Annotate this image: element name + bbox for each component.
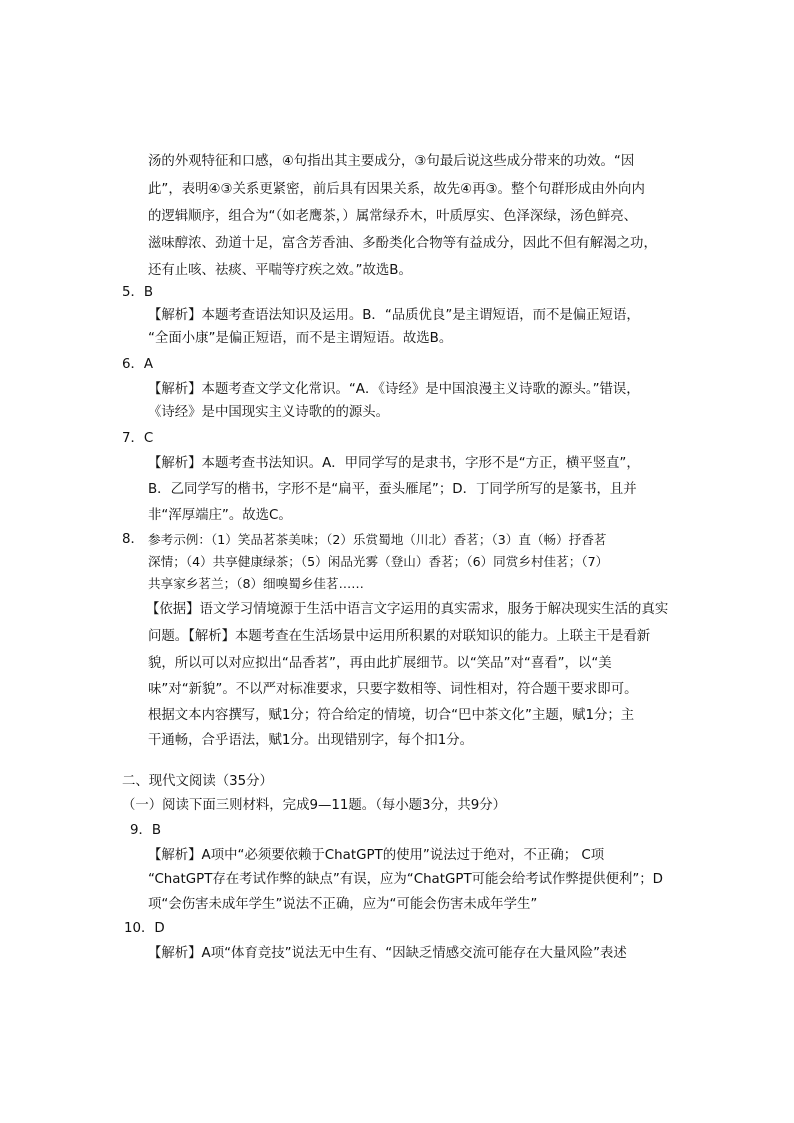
- q8-line-9: 干通畅，合乎语法，赋1分。出现错别字，每个扣1分。: [148, 733, 474, 748]
- q9-line-1: 【解析】A项中“必须要依赖于ChatGPT的使用”说法过于绝对，不正确； C项: [148, 848, 605, 863]
- q8-line-4: 【依据】语文学习情境源于生活中语言文字运用的真实需求，服务于解决现实生活的真实: [146, 602, 669, 617]
- q5-number: 5．B: [122, 285, 154, 300]
- q7-line-3: 非“浑厚端庄”。故选C。: [148, 508, 292, 523]
- intro-line-5: 还有止咳、祛痰、平喘等疗疾之效。”故选B。: [148, 263, 412, 278]
- q10-number: 10．D: [124, 921, 165, 936]
- q8-line-3: 共享家乡茗兰；（8）细嗅蜀乡佳茗……: [148, 576, 364, 591]
- q8-line-7: 味”对“新貌”。不以严对标准要求，只要字数相等、词性相对，符合题干要求即可。: [148, 682, 638, 697]
- q6-number: 6．A: [122, 357, 154, 372]
- q5-line-2: “全面小康”是偏正短语，而不是主谓短语。故选B。: [148, 331, 453, 346]
- q5-line-1: 【解析】本题考查语法知识及运用。B．“品质优良”是主谓短语，而不是偏正短语，: [148, 308, 640, 323]
- intro-line-1: 汤的外观特征和口感，④句指出其主要成分，③句最后说这些成分带来的功效。“因: [148, 154, 635, 169]
- q10-line-1: 【解析】A项“体育竞技”说法无中生有、“因缺乏情感交流可能存在大量风险”表述: [148, 946, 627, 961]
- intro-line-4: 滋味醇浓、劲道十足，富含芳香油、多酚类化合物等有益成分，因此不但有解渴之功，: [148, 236, 657, 251]
- q8-line-1: 参考示例：（1）笑品茗茶美味；（2）乐赏蜀地（川北）香茗；（3）直（畅）抒香茗: [148, 532, 607, 547]
- q9-number: 9．B: [130, 823, 162, 838]
- section2-subtitle: （一）阅读下面三则材料，完成9—11题。（每小题3分，共9分）: [122, 798, 507, 813]
- section2-title: 二、现代文阅读（35分）: [122, 774, 273, 789]
- q6-line-2: 《诗经》是中国现实主义诗歌的的源头。: [148, 405, 390, 420]
- q8-line-2: 深情；（4）共享健康绿茶；（5）闲品光雾（登山）香茗；（6）同赏乡村佳茗；（7）: [148, 554, 609, 569]
- q9-line-3: 项“会伤害未成年学生”说法不正确，应为“可能会伤害未成年学生”: [148, 897, 538, 912]
- intro-line-3: 的逻辑顺序，组合为“（如老鹰茶，）属常绿乔木，叶质厚实、色泽深绿，汤色鲜亮、: [148, 209, 637, 224]
- q7-number: 7．C: [122, 431, 154, 446]
- q8-line-5: 问题。【解析】本题考查在生活场景中运用所积累的对联知识的能力。上联主干是看新: [148, 629, 651, 644]
- q7-line-2: B．乙同学写的楷书，字形不是“扁平，蚕头雁尾”；D．丁同学所写的是篆书，且并: [148, 482, 637, 497]
- q8-line-8: 根据文本内容撰写，赋1分；符合给定的情境，切合“巴中茶文化”主题，赋1分；主: [148, 708, 635, 723]
- q8-number: 8．: [122, 532, 144, 547]
- q7-line-1: 【解析】本题考查书法知识。A．甲同学写的是隶书，字形不是“方正，横平竖直”，: [148, 456, 640, 471]
- q9-line-2: “ChatGPT存在考试作弊的缺点”有误，应为“ChatGPT可能会给考试作弊提供便利”；D: [148, 872, 663, 887]
- intro-line-2: 此”，表明④③关系更紧密，前后具有因果关系，故先④再③。整个句群形成由外向内: [148, 182, 645, 197]
- q6-line-1: 【解析】本题考查文学文化常识。“A．《诗经》是中国浪漫主义诗歌的源头。”错误，: [148, 382, 640, 397]
- q8-line-6: 貌，所以可以对应拟出“品香茗”，再由此扩展细节。以“笑品”对“喜看”，以“美: [148, 656, 612, 671]
